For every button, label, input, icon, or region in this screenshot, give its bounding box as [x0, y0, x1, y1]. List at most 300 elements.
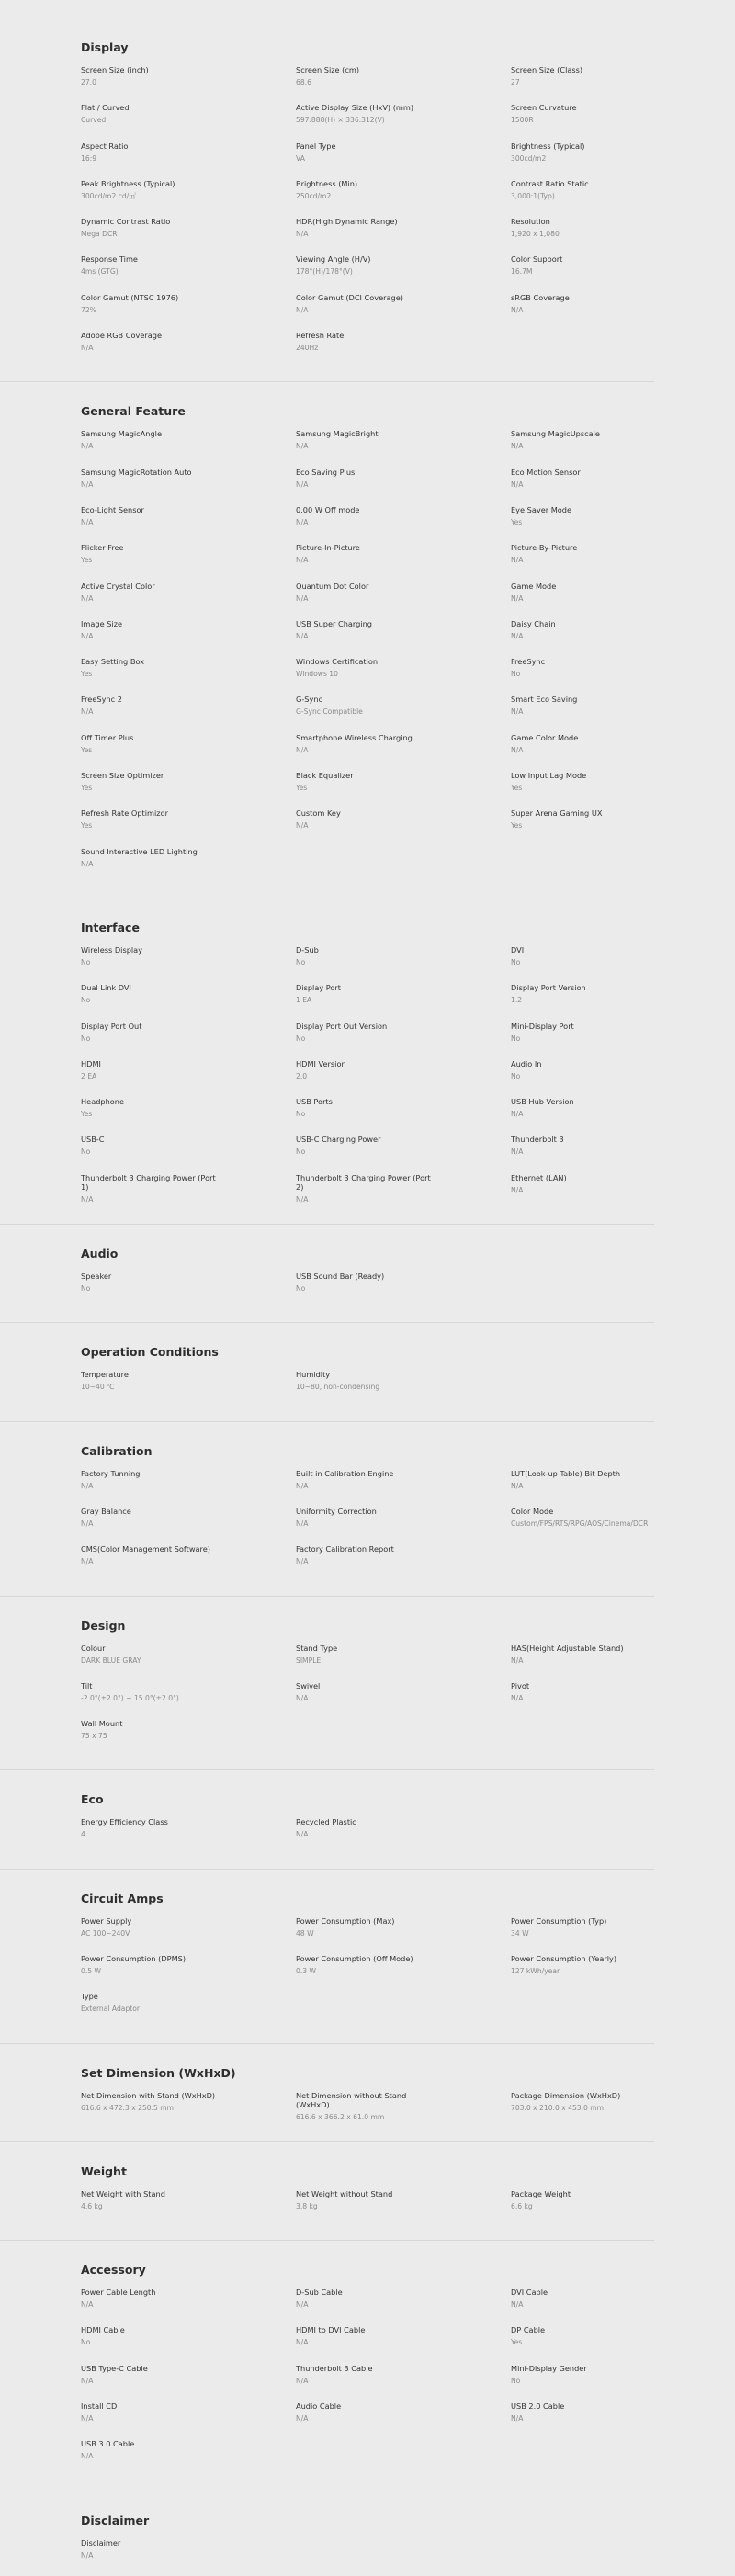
spec-value: 2 EA [81, 1071, 97, 1080]
spec-value: 616.6 x 472.3 x 250.5 mm [81, 2103, 175, 2112]
spec-section-display [81, 40, 735, 368]
spec-label: Thunderbolt 3 Charging Power (Port 2) [296, 1172, 431, 1192]
spec-value: N/A [81, 593, 94, 603]
spec-value: N/A [296, 1481, 309, 1490]
spec-value: Mega DCR [81, 230, 118, 239]
spec-value: 75 x 75 [81, 1732, 107, 1741]
section-divider [0, 1596, 654, 1597]
spec-value: N/A [296, 556, 309, 565]
section-title: Disclaimer [81, 2513, 150, 2527]
spec-item [81, 293, 296, 331]
spec-value: 68.6 [296, 78, 311, 86]
spec-item [81, 543, 296, 581]
section-divider [0, 2043, 654, 2044]
spec-value: No [511, 2376, 521, 2385]
section-title: Display [81, 40, 129, 54]
spec-grid [81, 1644, 735, 1757]
spec-label: Ethernet (LAN) [511, 1172, 567, 1182]
spec-value: N/A [511, 1147, 524, 1157]
spec-label: Net Weight with Stand [81, 2188, 165, 2198]
spec-item [81, 103, 296, 141]
spec-item [81, 2538, 296, 2576]
spec-value: DARK BLUE GRAY [81, 1655, 141, 1665]
spec-label: Uniformity Correction [296, 1506, 377, 1516]
spec-grid [81, 2538, 735, 2576]
spec-item [81, 1097, 296, 1135]
spec-value: Yes [81, 745, 93, 754]
spec-item [511, 1644, 704, 1681]
spec-label: Screen Size (inch) [81, 65, 149, 74]
spec-label: Daisy Chain [511, 618, 556, 628]
spec-label: USB Hub Version [511, 1097, 574, 1107]
spec-section-audio [81, 1247, 735, 1309]
spec-label: Power Supply [81, 1915, 132, 1926]
spec-item [296, 1059, 511, 1097]
spec-value: N/A [511, 707, 524, 717]
section-divider [0, 1224, 654, 1225]
spec-value: N/A [511, 556, 524, 565]
spec-label: Samsung MagicBright [296, 429, 379, 439]
spec-item [511, 1097, 704, 1135]
spec-grid [81, 1916, 735, 2030]
spec-item [511, 1954, 704, 1992]
spec-item [511, 103, 704, 141]
spec-value: N/A [511, 2300, 524, 2310]
spec-item [81, 1370, 296, 1407]
spec-value: 2.0 [296, 1071, 308, 1080]
spec-item [296, 254, 511, 292]
spec-item [511, 217, 704, 254]
spec-label: Response Time [81, 254, 138, 265]
spec-value: N/A [81, 707, 94, 717]
spec-item [296, 733, 511, 771]
spec-value: Custom/FPS/RTS/RPG/AOS/Cinema/DCR [511, 1519, 649, 1528]
spec-value: 1500R [511, 116, 534, 125]
spec-label: Game Color Mode [511, 732, 579, 742]
spec-value: N/A [81, 442, 94, 451]
spec-item [81, 2288, 296, 2325]
spec-grid [81, 1469, 735, 1583]
spec-label: USB Type-C Cable [81, 2363, 148, 2373]
spec-label: Colour [81, 1643, 106, 1653]
spec-value: Yes [511, 2338, 523, 2347]
spec-item [511, 1681, 704, 1719]
spec-item [81, 695, 296, 732]
spec-item [296, 2288, 511, 2325]
spec-value: 178°(H)/178°(V) [296, 267, 353, 277]
spec-item [81, 331, 296, 368]
spec-label: Net Weight without Stand [296, 2188, 393, 2198]
section-title: Operation Conditions [81, 1345, 219, 1360]
spec-item [296, 1644, 511, 1681]
spec-label: Display Port Out [81, 1021, 142, 1031]
spec-label: DVI Cable [511, 2288, 548, 2298]
spec-value: No [81, 996, 91, 1005]
spec-value: Yes [511, 784, 523, 793]
spec-label: Install CD [81, 2401, 118, 2412]
spec-label: Color Mode [511, 1506, 554, 1516]
section-title: Design [81, 1618, 126, 1633]
spec-grid [81, 65, 735, 368]
spec-item [511, 65, 704, 103]
spec-item [296, 1544, 511, 1582]
spec-value: 597.888(H) × 336.312(V) [296, 116, 385, 125]
section-title: Set Dimension (WxHxD) [81, 2065, 236, 2080]
spec-item [296, 293, 511, 331]
spec-item [511, 1059, 704, 1097]
spec-label: Disclaimer [81, 2537, 121, 2548]
spec-value: N/A [296, 1693, 309, 1702]
spec-value: SIMPLE [296, 1655, 322, 1665]
spec-item [81, 983, 296, 1021]
spec-label: Power Consumption (Max) [296, 1915, 395, 1926]
spec-value: N/A [296, 1557, 309, 1566]
spec-label: Resolution [511, 217, 550, 227]
spec-label: USB Sound Bar (Ready) [296, 1271, 385, 1282]
spec-item [511, 2401, 704, 2439]
section-divider [0, 381, 654, 382]
spec-label: 0.00 W Off mode [296, 504, 360, 514]
spec-label: Smartphone Wireless Charging [296, 732, 413, 742]
spec-item [511, 2325, 704, 2363]
spec-item [81, 468, 296, 505]
spec-value: 127 kWh/year [511, 1966, 560, 1975]
spec-label: Display Port Out Version [296, 1021, 388, 1031]
section-title: Weight [81, 2164, 127, 2178]
spec-item [296, 619, 511, 657]
spec-value: No [296, 1284, 306, 1294]
spec-value: Yes [81, 821, 93, 830]
spec-label: Tilt [81, 1680, 93, 1690]
spec-label: Peak Brightness (Typical) [81, 178, 175, 188]
spec-label: Samsung MagicRotation Auto [81, 467, 192, 477]
spec-value: No [81, 957, 91, 966]
spec-item [81, 1992, 296, 2029]
spec-item [296, 2189, 511, 2227]
spec-item [296, 2364, 511, 2401]
spec-item [81, 1271, 296, 1309]
spec-value: Curved [81, 116, 107, 125]
spec-label: Screen Size (Class) [511, 65, 583, 74]
spec-item [511, 2364, 704, 2401]
spec-label: D-Sub [296, 944, 319, 955]
spec-section-set-dimension-wxhxd [81, 2066, 735, 2129]
spec-label: HAS(Height Adjustable Stand) [511, 1643, 624, 1653]
spec-label: Picture-In-Picture [296, 543, 360, 553]
spec-item [296, 945, 511, 983]
spec-item [296, 1173, 511, 1211]
spec-value: 72% [81, 305, 96, 314]
section-title: Accessory [81, 2263, 146, 2277]
spec-label: Audio Cable [296, 2401, 342, 2412]
spec-value: 0.3 W [296, 1966, 316, 1975]
spec-item [81, 1022, 296, 1059]
spec-label: Smart Eco Saving [511, 695, 578, 705]
spec-item [511, 945, 704, 983]
spec-value: Yes [81, 784, 93, 793]
spec-item [81, 254, 296, 292]
spec-item [296, 983, 511, 1021]
spec-section-operation-conditions [81, 1345, 735, 1407]
spec-item [296, 1370, 511, 1407]
spec-grid [81, 2288, 735, 2477]
spec-value: N/A [296, 480, 309, 489]
spec-grid [81, 2091, 735, 2129]
spec-label: Screen Size Optimizer [81, 771, 164, 781]
spec-value: No [511, 957, 521, 966]
spec-value: 250cd/m2 [296, 191, 332, 200]
spec-label: Adobe RGB Coverage [81, 331, 162, 341]
spec-label: Stand Type [296, 1643, 338, 1653]
spec-value: No [81, 1284, 91, 1294]
spec-value: 34 W [511, 1928, 529, 1938]
spec-value: -2.0°(±2.0°) ~ 15.0°(±2.0°) [81, 1693, 179, 1702]
spec-value: N/A [296, 1830, 309, 1839]
spec-label: Mini-Display Port [511, 1021, 574, 1031]
spec-item [511, 2091, 704, 2129]
spec-value: N/A [81, 2414, 94, 2423]
spec-item [296, 429, 511, 467]
spec-label: Dynamic Contrast Ratio [81, 217, 171, 227]
spec-item [81, 733, 296, 771]
section-title: Audio [81, 1247, 119, 1261]
spec-label: Super Arena Gaming UX [511, 808, 603, 819]
spec-value: N/A [81, 344, 94, 353]
spec-value: Yes [511, 517, 523, 526]
spec-item [296, 1817, 511, 1855]
spec-label: DP Cable [511, 2325, 546, 2335]
spec-label: HDMI to DVI Cable [296, 2325, 366, 2335]
spec-grid [81, 1271, 735, 1309]
spec-item [81, 582, 296, 619]
spec-label: Refresh Rate Optimizor [81, 808, 168, 819]
spec-label: Mini-Display Gender [511, 2363, 587, 2373]
spec-item [511, 1173, 704, 1211]
spec-value: N/A [296, 631, 309, 640]
spec-value: Yes [81, 1110, 93, 1119]
spec-item [296, 1681, 511, 1719]
spec-label: Color Support [511, 254, 563, 265]
spec-label: Net Dimension with Stand (WxHxD) [81, 2090, 216, 2100]
spec-label: Black Equalizer [296, 771, 354, 781]
spec-value: 1.2 [511, 996, 523, 1005]
spec-value: N/A [296, 230, 309, 239]
spec-item [296, 217, 511, 254]
spec-value: No [511, 670, 521, 679]
spec-label: Power Consumption (Yearly) [511, 1953, 617, 1963]
spec-item [81, 1719, 296, 1757]
spec-label: Quantum Dot Color [296, 581, 369, 591]
section-title: Calibration [81, 1443, 153, 1458]
spec-item [81, 429, 296, 467]
spec-value: 240Hz [296, 344, 319, 353]
spec-item [81, 619, 296, 657]
spec-label: Sound Interactive LED Lighting [81, 846, 198, 856]
spec-label: Eco Saving Plus [296, 467, 356, 477]
spec-label: USB-C [81, 1135, 105, 1145]
spec-label: Aspect Ratio [81, 141, 129, 151]
section-title: General Feature [81, 404, 186, 419]
spec-value: No [81, 1147, 91, 1157]
spec-section-disclaimer [81, 2514, 735, 2576]
spec-value: N/A [81, 859, 94, 868]
spec-item [296, 1469, 511, 1507]
spec-label: Off Timer Plus [81, 732, 134, 742]
spec-item [81, 2325, 296, 2363]
spec-label: HDMI [81, 1058, 101, 1068]
spec-item [296, 468, 511, 505]
spec-label: Panel Type [296, 141, 336, 151]
spec-item [511, 657, 704, 695]
spec-label: Wall Mount [81, 1719, 123, 1729]
section-divider [0, 2240, 654, 2241]
spec-value: Yes [511, 821, 523, 830]
spec-value: Windows 10 [296, 670, 338, 679]
spec-value: N/A [296, 2300, 309, 2310]
spec-item [81, 808, 296, 846]
spec-value: N/A [81, 1557, 94, 1566]
spec-label: Thunderbolt 3 Charging Power (Port 1) [81, 1172, 216, 1192]
spec-label: FreeSync 2 [81, 695, 122, 705]
spec-item [81, 1507, 296, 1544]
spec-label: USB-C Charging Power [296, 1135, 381, 1145]
spec-value: 10~40 ℃ [81, 1383, 115, 1392]
spec-item [296, 2091, 511, 2129]
spec-label: Humidity [296, 1370, 331, 1380]
spec-value: N/A [81, 2376, 94, 2385]
spec-item [511, 733, 704, 771]
spec-label: Power Consumption (Typ) [511, 1915, 607, 1926]
spec-value: 27.0 [81, 78, 96, 86]
spec-value: N/A [511, 1655, 524, 1665]
spec-section-weight [81, 2164, 735, 2227]
spec-value: N/A [296, 2338, 309, 2347]
spec-label: HDR(High Dynamic Range) [296, 217, 398, 227]
spec-label: Audio In [511, 1058, 542, 1068]
spec-section-eco [81, 1792, 735, 1855]
spec-item [81, 771, 296, 808]
spec-item [81, 2091, 296, 2129]
spec-item [81, 1135, 296, 1172]
spec-label: Flat / Curved [81, 103, 130, 113]
spec-value: N/A [296, 821, 309, 830]
spec-label: Recycled Plastic [296, 1817, 356, 1827]
spec-label: Samsung MagicUpscale [511, 429, 600, 439]
spec-grid [81, 945, 735, 1211]
spec-item [81, 1681, 296, 1719]
spec-item [296, 1507, 511, 1544]
spec-label: Gray Balance [81, 1506, 131, 1516]
spec-grid [81, 1370, 735, 1407]
spec-label: Factory Tunning [81, 1468, 141, 1478]
spec-value: 3,000:1(Typ) [511, 191, 555, 200]
spec-value: No [296, 957, 306, 966]
spec-item [296, 2325, 511, 2363]
spec-item [511, 254, 704, 292]
spec-value: Yes [296, 784, 308, 793]
spec-item [296, 179, 511, 217]
spec-label: Custom Key [296, 808, 341, 819]
spec-grid [81, 429, 735, 885]
spec-label: LUT(Look-up Table) Bit Depth [511, 1468, 621, 1478]
spec-value: 27 [511, 78, 520, 86]
spec-label: Flicker Free [81, 543, 124, 553]
spec-label: FreeSync [511, 657, 546, 667]
spec-item [296, 1022, 511, 1059]
spec-item [81, 65, 296, 103]
spec-item [81, 2439, 296, 2477]
spec-item [511, 771, 704, 808]
spec-value: N/A [511, 1110, 524, 1119]
spec-section-circuit-amps [81, 1892, 735, 2030]
spec-item [511, 543, 704, 581]
spec-label: Thunderbolt 3 [511, 1135, 564, 1145]
spec-value: No [81, 2338, 91, 2347]
spec-item [511, 619, 704, 657]
spec-value: N/A [511, 442, 524, 451]
spec-label: Eco Motion Sensor [511, 467, 581, 477]
spec-label: Wireless Display [81, 944, 143, 955]
spec-grid [81, 1817, 735, 1855]
spec-label: Easy Setting Box [81, 657, 145, 667]
spec-value: 4 [81, 1830, 85, 1839]
spec-label: Contrast Ratio Static [511, 178, 589, 188]
spec-value: N/A [511, 745, 524, 754]
spec-item [511, 1507, 704, 1544]
spec-value: N/A [81, 2550, 94, 2559]
spec-item [81, 505, 296, 543]
spec-item [296, 2401, 511, 2439]
spec-value: N/A [511, 1185, 524, 1194]
spec-value: 4ms (GTG) [81, 267, 119, 277]
spec-label: Viewing Angle (H/V) [296, 254, 371, 265]
spec-value: 703.0 x 210.0 x 453.0 mm [511, 2103, 605, 2112]
spec-section-calibration [81, 1444, 735, 1583]
spec-item [296, 657, 511, 695]
spec-item [511, 983, 704, 1021]
spec-label: Speaker [81, 1271, 112, 1282]
spec-label: USB 3.0 Cable [81, 2439, 135, 2449]
spec-value: N/A [511, 593, 524, 603]
spec-label: Screen Curvature [511, 103, 577, 113]
spec-label: Swivel [296, 1680, 321, 1690]
spec-label: Active Display Size (HxV) (mm) [296, 103, 414, 113]
spec-value: 10~80, non-condensing [296, 1383, 380, 1392]
spec-item [81, 141, 296, 179]
spec-item [296, 1097, 511, 1135]
spec-label: Refresh Rate [296, 331, 345, 341]
spec-item [81, 1817, 296, 1855]
spec-value: No [511, 1034, 521, 1043]
section-divider [0, 1421, 654, 1422]
spec-item [81, 1059, 296, 1097]
spec-item [296, 103, 511, 141]
spec-item [511, 1022, 704, 1059]
spec-value: N/A [296, 593, 309, 603]
spec-value: N/A [296, 745, 309, 754]
spec-value: N/A [511, 305, 524, 314]
spec-value: 300cd/m2 [511, 153, 547, 163]
spec-item [296, 1271, 511, 1309]
spec-item [296, 543, 511, 581]
spec-label: Package Dimension (WxHxD) [511, 2090, 621, 2100]
spec-value: N/A [511, 2414, 524, 2423]
spec-value: G-Sync Compatible [296, 707, 363, 717]
spec-label: D-Sub Cable [296, 2288, 343, 2298]
spec-item [511, 468, 704, 505]
spec-label: Headphone [81, 1097, 125, 1107]
spec-item [511, 1916, 704, 1954]
